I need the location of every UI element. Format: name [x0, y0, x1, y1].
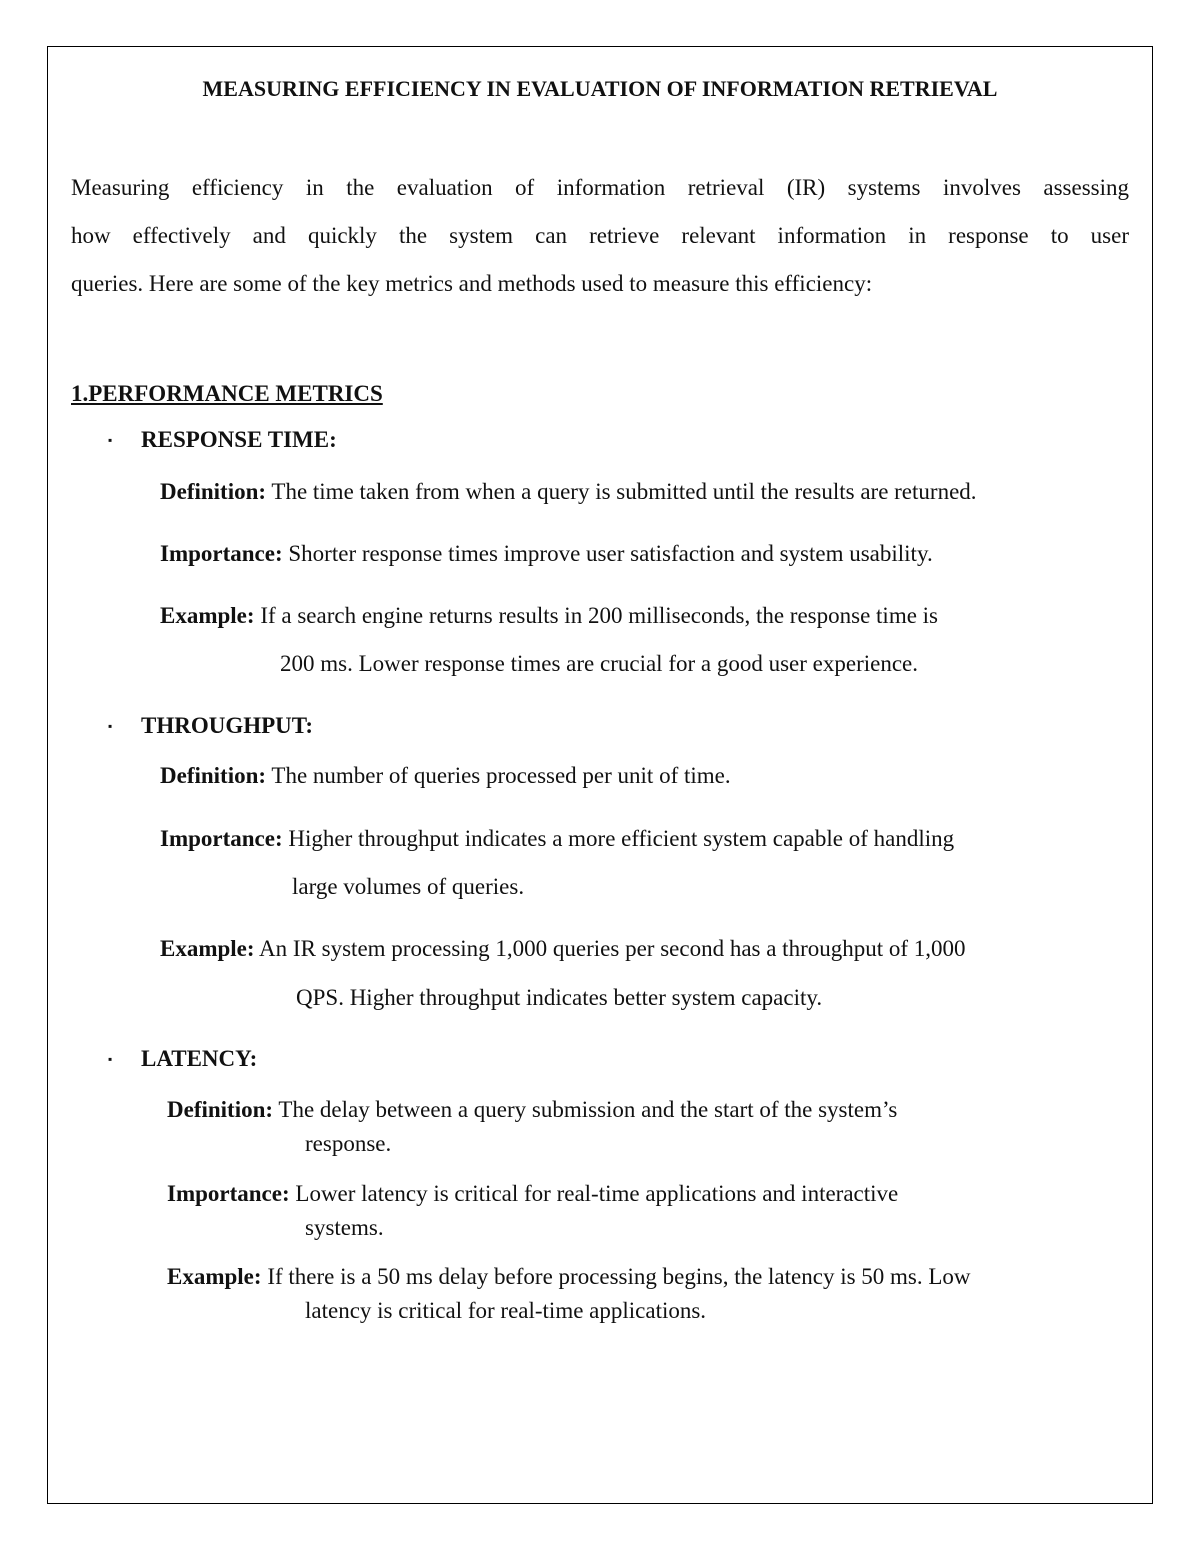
document-title: MEASURING EFFICIENCY IN EVALUATION OF INFORMATION RETRIEVAL [202, 76, 998, 101]
response-time-example-continued: 200 ms. Lower response times are crucial for a good user experience. [280, 651, 919, 676]
throughput-example [160, 935, 966, 963]
intro-line-3: queries. Here are some of the key metrics and methods used to measure this efficiency: [71, 271, 873, 296]
example-text: An IR system processing 1,000 queries per second has a throughput of 1,000 [254, 936, 966, 961]
latency-example [167, 1263, 971, 1291]
example-text: If there is a 50 ms delay before processing begins, the latency is 50 ms. Low [261, 1264, 971, 1289]
latency-definition [167, 1096, 897, 1124]
example-label: Example: [160, 603, 255, 628]
definition-text: The number of queries processed per unit of time. [266, 763, 731, 788]
response-time-example [160, 602, 938, 630]
bullet-icon: ▪ [108, 433, 113, 447]
metric-heading-throughput: THROUGHPUT: [141, 713, 314, 738]
example-label: Example: [167, 1264, 262, 1289]
importance-label: Importance: [160, 541, 283, 566]
section-heading-performance-metrics: 1.PERFORMANCE METRICS [71, 381, 383, 406]
latency-importance-continued: systems. [305, 1215, 384, 1240]
throughput-importance-continued: large volumes of queries. [292, 874, 525, 899]
bullet-icon: ▪ [108, 719, 113, 733]
throughput-definition [160, 762, 731, 790]
intro-line-1: Measuring efficiency in the evaluation of information retrieval (IR) systems involves assessing [71, 175, 1129, 200]
definition-text: The delay between a query submission and the start of the system’s [273, 1097, 898, 1122]
example-label: Example: [160, 936, 255, 961]
definition-label: Definition: [160, 479, 267, 504]
importance-label: Importance: [160, 826, 283, 851]
example-text: If a search engine returns results in 200 milliseconds, the response time is [254, 603, 939, 628]
throughput-importance [160, 825, 954, 853]
metric-heading-latency: LATENCY: [141, 1046, 258, 1071]
response-time-importance [160, 540, 933, 568]
response-time-definition [160, 478, 977, 506]
definition-label: Definition: [167, 1097, 274, 1122]
latency-example-continued: latency is critical for real-time applications. [305, 1298, 707, 1323]
importance-text: Higher throughput indicates a more efficient system capable of handling [282, 826, 955, 851]
latency-importance [167, 1180, 898, 1208]
metric-heading-response-time: RESPONSE TIME: [141, 427, 337, 452]
definition-label: Definition: [160, 763, 267, 788]
importance-text: Lower latency is critical for real-time applications and interactive [289, 1181, 899, 1206]
definition-text: The time taken from when a query is submitted until the results are returned. [266, 479, 977, 504]
latency-definition-continued: response. [305, 1131, 392, 1156]
bullet-icon: ▪ [108, 1052, 113, 1066]
intro-line-2: how effectively and quickly the system can retrieve relevant information in response to user [71, 223, 1129, 248]
importance-label: Importance: [167, 1181, 290, 1206]
throughput-example-continued: QPS. Higher throughput indicates better system capacity. [296, 985, 823, 1010]
importance-text: Shorter response times improve user satisfaction and system usability. [282, 541, 933, 566]
